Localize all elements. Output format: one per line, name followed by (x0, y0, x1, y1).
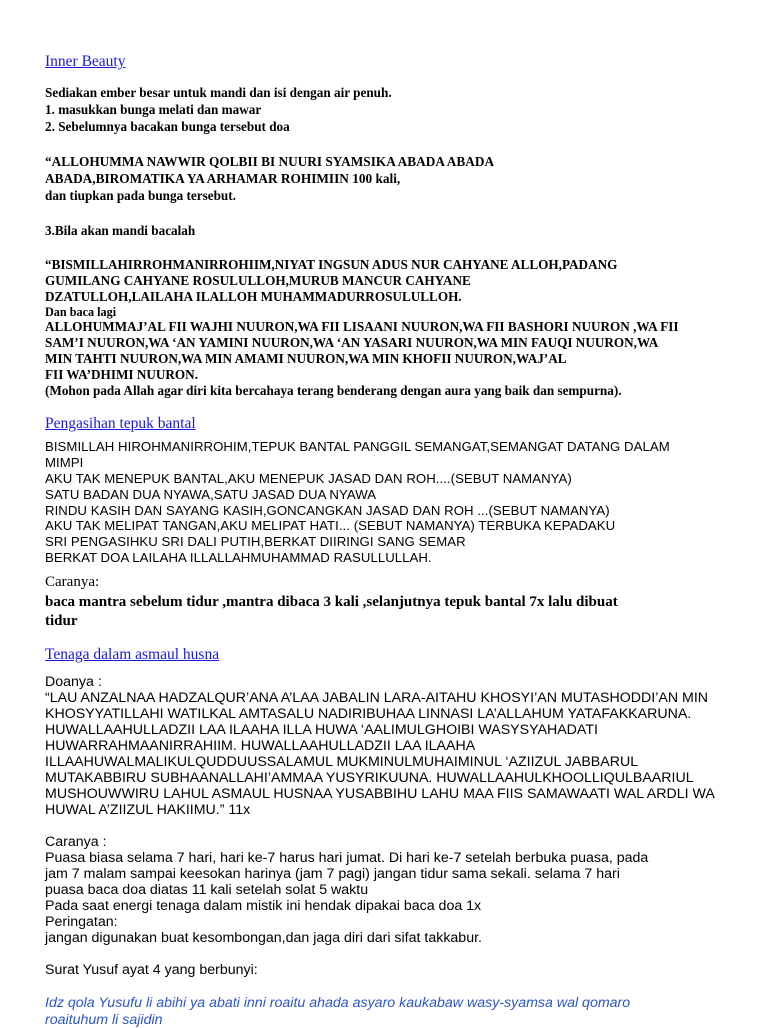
doa-line: FII WA’DHIMI NUURON. (45, 367, 198, 382)
mantra-line: SATU BADAN DUA NYAWA,SATU JASAD DUA NYAWA (45, 487, 377, 502)
heading-inner-beauty-link[interactable]: Inner Beauty (45, 53, 126, 70)
doa-line: HUWARRAHMAANIRRAHIIM. HUWALLAAHULLADZII LAA ILAAHA (45, 738, 476, 754)
mantra-line: MIMPI (45, 455, 84, 470)
surat-line: Surat Yusuf ayat 4 yang berbunyi: (45, 962, 258, 978)
intro-line: 2. Sebelumnya bacakan bunga tersebut doa (45, 119, 290, 134)
doa-line: ILLAAHUWALMALIKULQUDDUUSSALAMUL MUKMINULMUHAIMINUL ‘AZIIZUL JABBARUL (45, 754, 639, 770)
caranya-label: Caranya: (45, 574, 100, 590)
mantra-line: AKU TAK MENEPUK BANTAL,AKU MENEPUK JASAD DAN ROH....(SEBUT NAMANYA) (45, 471, 572, 486)
doa-line: SAM’I NUURON,WA ‘AN YAMINI NUURON,WA ‘AN YASARI NUURON,WA MIN FAUQI NUURON,WA (45, 335, 659, 350)
ayat-line: Idz qola Yusufu li abihi ya abati inni roaitu ahada asyaro kaukabaw wasy-syamsa wal qomaro (45, 995, 631, 1011)
mantra-line: AKU TAK MELIPAT TANGAN,AKU MELIPAT HATI... (SEBUT NAMANYA) TERBUKA KEPADAKU (45, 518, 616, 533)
doa-line: ABADA,BIROMATIKA YA ARHAMAR ROHIMIIN 100 kali, (45, 171, 401, 186)
caranya-line: Pada saat energi tenaga dalam mistik ini hendak dipakai baca doa 1x (45, 898, 482, 914)
doa-line: MUTAKABBIRU SUBHAANALLAHI’AMMAA YUSYRIKUUNA. HUWALLAAHULKHOOLLIQULBAARIUL (45, 770, 694, 786)
doa-line: HUWALLAAHULLADZII LAA ILAAHA ILLA HUWA ‘AALIMULGHOIBI WASYSYAHADATI (45, 722, 598, 738)
intro-line: 1. masukkan bunga melati dan mawar (45, 102, 262, 117)
doa-line: MIN TAHTI NUURON,WA MIN AMAMI NUURON,WA MIN KHOFII NUURON,WAJ’AL (45, 351, 567, 366)
ayat-line: roaituhum li sajidin (45, 1012, 163, 1028)
caranya-line: puasa baca doa diatas 11 kali setelah solat 5 waktu (45, 882, 369, 898)
doa-line: “BISMILLAHIRROHMANIRROHIIM,NIYAT INGSUN ADUS NUR CAHYANE ALLOH,PADANG (45, 257, 618, 272)
caranya-line: Puasa biasa selama 7 hari, hari ke-7 harus hari jumat. Di hari ke-7 setelah berbuka puasa, pada (45, 850, 649, 866)
doa-line: “ALLOHUMMA NAWWIR QOLBII BI NUURI SYAMSIKA ABADA ABADA (45, 154, 495, 169)
mantra-line: RINDU KASIH DAN SAYANG KASIH,GONCANGKAN JASAD DAN ROH ...(SEBUT NAMANYA) (45, 503, 610, 518)
step-line: 3.Bila akan mandi bacalah (45, 223, 196, 238)
doa-note: (Mohon pada Allah agar diri kita bercahaya terang benderang dengan aura yang baik dan sempurna). (45, 383, 622, 398)
caranya-line: tidur (45, 613, 78, 629)
peringatan-label: Peringatan: (45, 914, 118, 930)
doa-line: HUWAL A’ZIIZUL HAKIIMU.” 11x (45, 802, 251, 818)
caranya-line: baca mantra sebelum tidur ,mantra dibaca 3 kali ,selanjutnya tepuk bantal 7x lalu dibuat (45, 594, 618, 610)
doa-note: dan tiupkan pada bunga tersebut. (45, 188, 236, 203)
heading-pengasihan-link[interactable]: Pengasihan tepuk bantal (45, 415, 196, 432)
intro-line: Sediakan ember besar untuk mandi dan isi dengan air penuh. (45, 85, 392, 100)
caranya-label: Caranya : (45, 834, 107, 850)
mantra-line: BISMILLAH HIROHMANIRROHIM,TEPUK BANTAL PANGGIL SEMANGAT,SEMANGAT DATANG DALAM (45, 439, 670, 454)
lagi-line: Dan baca lagi (45, 305, 117, 319)
doa-line: KHOSYYATILLAHI WATILKAL AMTASALU NADIRIBUHAA LINNASI LA’ALLAHUM YATAFAKKARUNA. (45, 706, 692, 722)
doa-line: ALLOHUMMAJ’AL FII WAJHI NUURON,WA FII LISAANI NUURON,WA FII BASHORI NUURON ,WA FII (45, 319, 679, 334)
doanya-label: Doanya : (45, 674, 102, 690)
doa-line: GUMILANG CAHYANE ROSULULLOH,MURUB MANCUR CAHYANE (45, 273, 471, 288)
heading-tenaga-link[interactable]: Tenaga dalam asmaul husna (45, 646, 220, 663)
doa-line: “LAU ANZALNAA HADZALQUR’ANA A’LAA JABALIN LARA-AITAHU KHOSYI’AN MUTASHODDI’AN MIN (45, 690, 709, 706)
mantra-line: SRI PENGASIHKU SRI DALI PUTIH,BERKAT DIIRINGI SANG SEMAR (45, 534, 466, 549)
doa-line: MUSHOUWWIRU LAHUL ASMAUL HUSNAA YUSABBIHU LAHU MAA FIIS SAMAWAATI WAL ARDLI WA (45, 786, 715, 802)
mantra-line: BERKAT DOA LAILAHA ILLALLAHMUHAMMAD RASULLULLAH. (45, 550, 432, 565)
caranya-line: jam 7 malam sampai keesokan harinya (jam 7 pagi) jangan tidur sama sekali. selama 7 hari (45, 866, 620, 882)
doa-line: DZATULLOH,LAILAHA ILALLOH MUHAMMADURROSULULLOH. (45, 289, 462, 304)
caranya-line: jangan digunakan buat kesombongan,dan jaga diri dari sifat takkabur. (45, 930, 482, 946)
